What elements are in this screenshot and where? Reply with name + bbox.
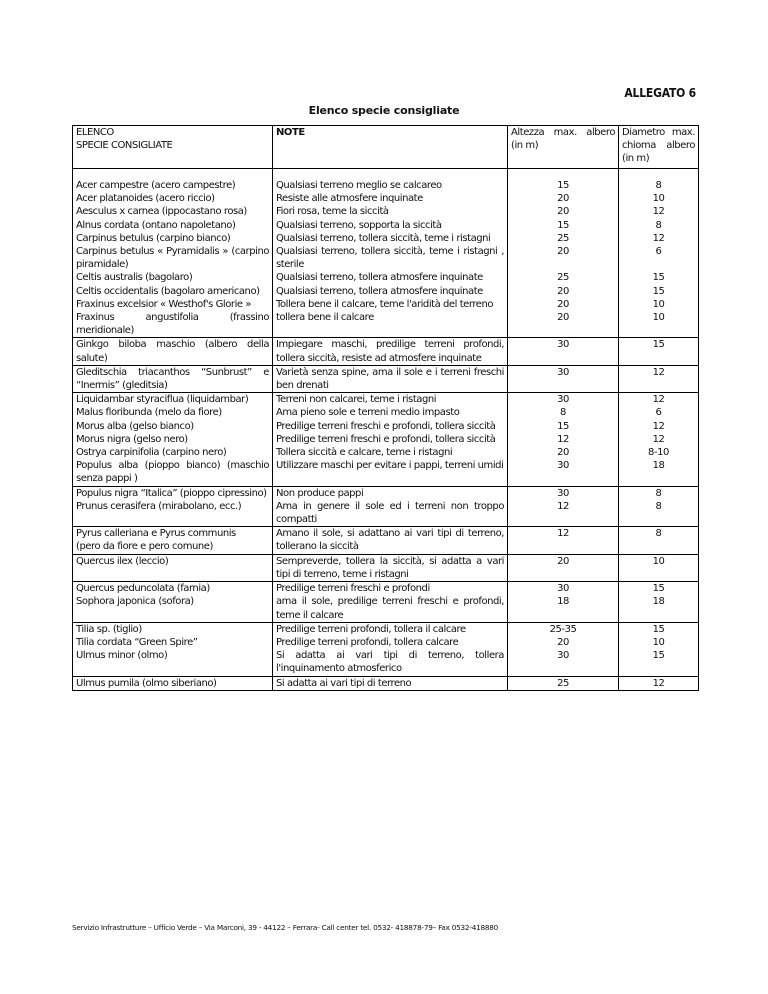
species-note: Terreni non calcarei, teme i ristagni Ama pieno sole e terreni medio impasto Predilige terreni freschi e profondi, tollera siccità Predilige terreni freschi e profondi, tollera siccità Tollera siccità e calcare, teme i ristagni Utilizzare maschi per evitare i pappi, terreni umidi [273, 393, 508, 486]
table-header-row [73, 126, 699, 169]
species-diameter: 15 18 [619, 582, 699, 623]
species-diameter: 8 10 12 8 12 6 15 15 10 10 [619, 169, 699, 338]
species-height: 25 [508, 676, 619, 690]
column-header-diametro: Diametro max. chioma albero (in m) [619, 126, 699, 169]
species-note: Predilige terreni freschi e profondi ama il sole, predilige terreni freschi e profondi, teme il calcare [273, 582, 508, 623]
page-footer: Servizio Infrastrutture – Ufficio Verde – Via Marconi, 39 - 44122 – Ferrara- Call center tel. 0532- 418878-79– Fax 0532-418880 [72, 923, 499, 932]
table-row [73, 486, 699, 527]
species-height: 30 12 [508, 486, 619, 527]
table-row [73, 622, 699, 676]
table-row [73, 338, 699, 365]
column-header-altezza: Altezza max. albero (in m) [508, 126, 619, 169]
species-note: Qualsiasi terreno meglio se calcareo Resiste alle atmosfere inquinate Fiori rosa, teme la siccità Qualsiasi terreno, sopporta la siccità Qualsiasi terreno, tollera siccità, teme i ristagni Qualsiasi terreno, tollera siccità, teme i ristagni , sterile Qualsiasi terreno, tollera atmosfere inquinate Qualsiasi terreno, tollera atmosfere inquinate Tollera bene il calcare, teme l'aridità del terreno tollera bene il calcare [273, 169, 508, 338]
species-name: Acer campestre (acero campestre) Acer platanoides (acero riccio) Aesculus x carnea (ippocastano rosa) Alnus cordata (ontano napoletano) Carpinus betulus (carpino bianco) Carpinus betulus « Pyramidalis » (carpino piramidale) Celtis australis (bagolaro) Celtis occidentalis (bagolaro americano) Fraxinus excelsior « Westhof's Glorie » Fraxinus angustifolia (frassino meridionale) [73, 169, 273, 338]
species-diameter: 12 [619, 676, 699, 690]
species-diameter: 15 [619, 338, 699, 365]
species-note: Sempreverde, tollera la siccità, si adatta a vari tipi di terreno, teme i ristagni [273, 554, 508, 581]
species-note: Si adatta ai vari tipi di terreno [273, 676, 508, 690]
table-row [73, 169, 699, 338]
species-diameter: 8 8 [619, 486, 699, 527]
page-title: Elenco specie consigliate [308, 104, 460, 117]
species-name: Pyrus calleriana e Pyrus communis (pero da fiore e pero comune) [73, 527, 273, 554]
allegato-label: ALLEGATO 6 [624, 86, 696, 100]
species-diameter: 10 [619, 554, 699, 581]
species-note: Predilige terreni profondi, tollera il calcare Predilige terreni profondi, tollera calcare Si adatta ai vari tipi di terreno, tollera l'inquinamento atmosferico [273, 622, 508, 676]
species-name: Quercus peduncolata (farnia) Sophora japonica (sofora) [73, 582, 273, 623]
species-name: Populus nigra “Italica” (pioppo cipressino) Prunus cerasifera (mirabolano, ecc.) [73, 486, 273, 527]
table-row [73, 393, 699, 486]
species-name: Gleditschia triacanthos “Sunbrust” e “Inermis” (gleditsia) [73, 365, 273, 392]
species-height: 25-35 20 30 [508, 622, 619, 676]
species-height: 30 18 [508, 582, 619, 623]
species-height: 30 [508, 365, 619, 392]
table-row [73, 676, 699, 690]
species-note: Non produce pappi Ama in genere il sole ed i terreni non troppo compatti [273, 486, 508, 527]
species-height: 20 [508, 554, 619, 581]
species-diameter: 8 [619, 527, 699, 554]
species-diameter: 12 [619, 365, 699, 392]
species-table [72, 125, 699, 691]
column-header-elenco: ELENCO SPECIE CONSIGLIATE [73, 126, 273, 169]
species-name: Liquidambar styraciflua (liquidambar) Malus floribunda (melo da fiore) Morus alba (gelso bianco) Morus nigra (gelso nero) Ostrya carpinifolia (carpino nero) Populus alba (pioppo bianco) (maschio senza pappi ) [73, 393, 273, 486]
species-height: 30 8 15 12 20 30 [508, 393, 619, 486]
species-height: 12 [508, 527, 619, 554]
species-diameter: 12 6 12 12 8-10 18 [619, 393, 699, 486]
species-name: Tilia sp. (tiglio) Tilia cordata “Green Spire” Ulmus minor (olmo) [73, 622, 273, 676]
species-note: Amano il sole, si adattano ai vari tipi di terreno, tollerano la siccità [273, 527, 508, 554]
species-name: Quercus ilex (leccio) [73, 554, 273, 581]
table-row [73, 527, 699, 554]
table-row [73, 582, 699, 623]
species-name: Ginkgo biloba maschio (albero della salute) [73, 338, 273, 365]
species-name: Ulmus pumila (olmo siberiano) [73, 676, 273, 690]
column-header-note: NOTE [273, 126, 508, 169]
species-note: Varietà senza spine, ama il sole e i terreni freschi ben drenati [273, 365, 508, 392]
species-height: 15 20 20 15 25 20 25 20 20 20 [508, 169, 619, 338]
table-row [73, 554, 699, 581]
species-height: 30 [508, 338, 619, 365]
species-diameter: 15 10 15 [619, 622, 699, 676]
species-note: Impiegare maschi, predilige terreni profondi, tollera siccità, resiste ad atmosfere inquinate [273, 338, 508, 365]
table-row [73, 365, 699, 392]
